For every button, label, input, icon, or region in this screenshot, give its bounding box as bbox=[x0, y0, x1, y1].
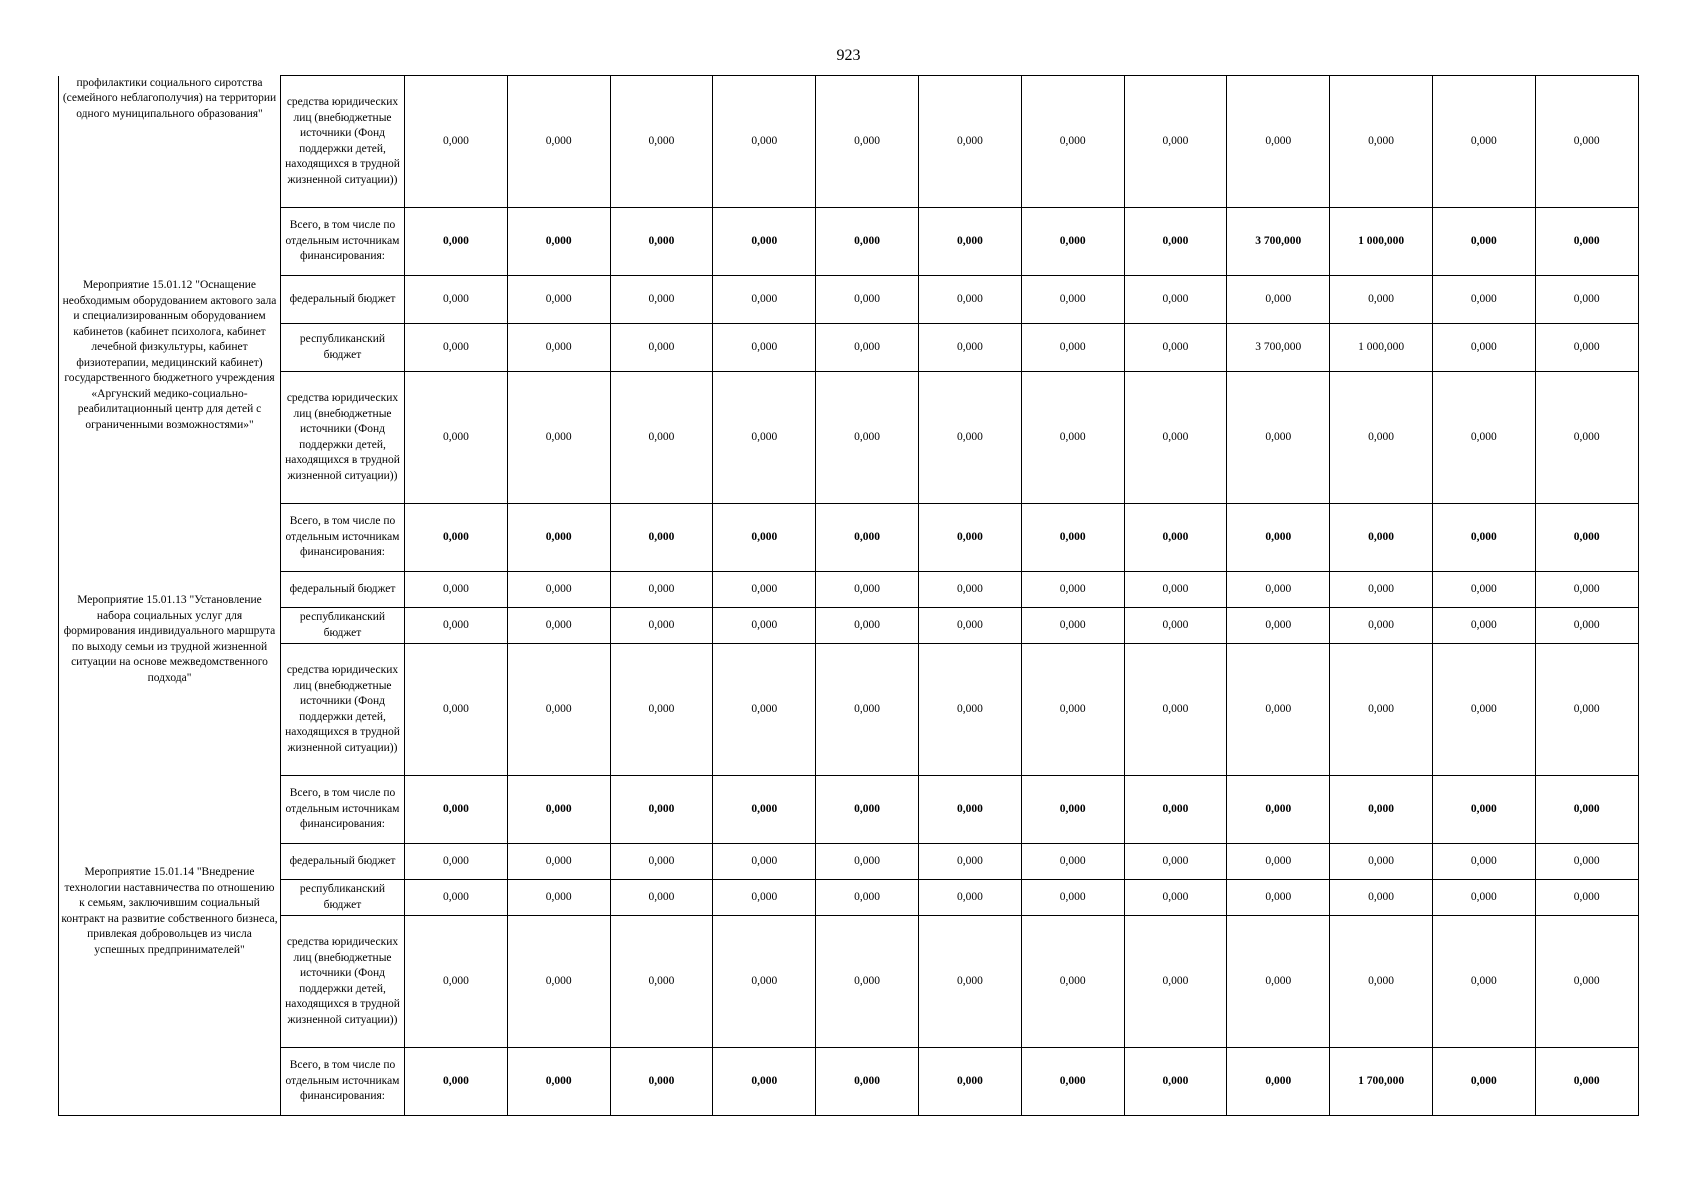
value-cell: 0,000 bbox=[713, 276, 816, 324]
value-cell: 0,000 bbox=[918, 76, 1021, 208]
value-cell: 0,000 bbox=[918, 572, 1021, 608]
value-cell: 0,000 bbox=[1227, 504, 1330, 572]
value-cell: 0,000 bbox=[610, 1048, 713, 1116]
value-cell: 0,000 bbox=[610, 324, 713, 372]
value-cell: 0,000 bbox=[610, 208, 713, 276]
value-cell: 0,000 bbox=[816, 1048, 919, 1116]
value-cell: 0,000 bbox=[507, 608, 610, 644]
value-cell: 0,000 bbox=[816, 208, 919, 276]
table-row bbox=[59, 608, 1639, 644]
value-cell: 0,000 bbox=[1330, 644, 1433, 776]
value-cell: 0,000 bbox=[918, 608, 1021, 644]
value-cell: 3 700,000 bbox=[1227, 208, 1330, 276]
value-cell: 0,000 bbox=[918, 844, 1021, 880]
value-cell: 0,000 bbox=[610, 572, 713, 608]
value-cell: 0,000 bbox=[1432, 504, 1535, 572]
table-row-total bbox=[59, 504, 1639, 572]
value-cell: 0,000 bbox=[713, 572, 816, 608]
value-cell: 0,000 bbox=[405, 776, 508, 844]
value-cell: 0,000 bbox=[816, 324, 919, 372]
event-name: Мероприятие 15.01.14 "Внедрение технологии наставничества по отношению к семьям, заключившим социальный контракт на развитие собственного бизнеса, привлекая добровольцев из числа успешных предпринимателей" bbox=[61, 866, 278, 956]
value-cell: 0,000 bbox=[1227, 916, 1330, 1048]
value-cell: 0,000 bbox=[918, 916, 1021, 1048]
value-cell: 0,000 bbox=[713, 372, 816, 504]
value-cell: 0,000 bbox=[713, 208, 816, 276]
value-cell: 0,000 bbox=[713, 504, 816, 572]
value-cell: 0,000 bbox=[610, 880, 713, 916]
value-cell: 0,000 bbox=[405, 276, 508, 324]
table-body bbox=[59, 76, 1639, 1116]
funding-source-cell: Всего, в том числе по отдельным источникам финансирования: bbox=[281, 776, 405, 844]
page-number: 923 bbox=[836, 47, 861, 64]
table-row bbox=[59, 916, 1639, 1048]
value-cell: 0,000 bbox=[1330, 776, 1433, 844]
value-cell: 0,000 bbox=[1124, 324, 1227, 372]
value-cell: 0,000 bbox=[1227, 608, 1330, 644]
value-cell: 0,000 bbox=[1330, 880, 1433, 916]
value-cell: 0,000 bbox=[816, 276, 919, 324]
value-cell: 0,000 bbox=[1535, 324, 1638, 372]
value-cell: 0,000 bbox=[405, 1048, 508, 1116]
value-cell: 0,000 bbox=[1124, 504, 1227, 572]
value-cell: 0,000 bbox=[713, 324, 816, 372]
value-cell: 0,000 bbox=[1021, 644, 1124, 776]
value-cell: 0,000 bbox=[1432, 776, 1535, 844]
value-cell: 0,000 bbox=[1535, 572, 1638, 608]
value-cell: 0,000 bbox=[1432, 76, 1535, 208]
value-cell: 0,000 bbox=[507, 208, 610, 276]
value-cell: 0,000 bbox=[610, 644, 713, 776]
value-cell: 0,000 bbox=[507, 844, 610, 880]
value-cell: 0,000 bbox=[610, 372, 713, 504]
value-cell: 0,000 bbox=[1021, 776, 1124, 844]
value-cell: 0,000 bbox=[1021, 1048, 1124, 1116]
value-cell: 0,000 bbox=[1330, 372, 1433, 504]
value-cell: 0,000 bbox=[1227, 844, 1330, 880]
value-cell: 0,000 bbox=[405, 844, 508, 880]
value-cell: 0,000 bbox=[918, 276, 1021, 324]
funding-source-cell: федеральный бюджет bbox=[281, 276, 405, 324]
value-cell: 0,000 bbox=[1124, 76, 1227, 208]
value-cell: 0,000 bbox=[1330, 916, 1433, 1048]
value-cell: 0,000 bbox=[816, 572, 919, 608]
value-cell: 0,000 bbox=[1021, 916, 1124, 1048]
value-cell: 0,000 bbox=[713, 1048, 816, 1116]
value-cell: 0,000 bbox=[1432, 1048, 1535, 1116]
value-cell: 0,000 bbox=[610, 76, 713, 208]
value-cell: 0,000 bbox=[1021, 372, 1124, 504]
funding-source-cell: республиканский бюджет bbox=[281, 608, 405, 644]
table-row-total bbox=[59, 208, 1639, 276]
value-cell: 0,000 bbox=[816, 76, 919, 208]
value-cell: 0,000 bbox=[405, 880, 508, 916]
value-cell: 0,000 bbox=[1124, 1048, 1227, 1116]
value-cell: 0,000 bbox=[610, 916, 713, 1048]
value-cell: 0,000 bbox=[1535, 504, 1638, 572]
table-row bbox=[59, 880, 1639, 916]
table-row-total bbox=[59, 776, 1639, 844]
value-cell: 0,000 bbox=[1535, 1048, 1638, 1116]
table-row bbox=[59, 372, 1639, 504]
funding-source-cell: средства юридических лиц (внебюджетные источники (Фонд поддержки детей, находящихся в трудной жизненной ситуации)) bbox=[281, 644, 405, 776]
value-cell: 0,000 bbox=[507, 572, 610, 608]
value-cell: 0,000 bbox=[1432, 372, 1535, 504]
value-cell: 0,000 bbox=[507, 1048, 610, 1116]
value-cell: 0,000 bbox=[610, 844, 713, 880]
value-cell: 0,000 bbox=[507, 276, 610, 324]
value-cell: 0,000 bbox=[507, 880, 610, 916]
value-cell: 0,000 bbox=[816, 372, 919, 504]
value-cell: 0,000 bbox=[816, 916, 919, 1048]
event-name-cell bbox=[59, 776, 281, 1048]
value-cell: 0,000 bbox=[1021, 572, 1124, 608]
value-cell: 0,000 bbox=[507, 372, 610, 504]
budget-table bbox=[58, 75, 1639, 1116]
value-cell: 0,000 bbox=[1535, 880, 1638, 916]
value-cell: 0,000 bbox=[610, 776, 713, 844]
value-cell: 0,000 bbox=[405, 644, 508, 776]
value-cell: 0,000 bbox=[918, 504, 1021, 572]
value-cell: 0,000 bbox=[1432, 208, 1535, 276]
value-cell: 0,000 bbox=[1535, 76, 1638, 208]
table-row-total bbox=[59, 1048, 1639, 1116]
value-cell: 0,000 bbox=[1021, 76, 1124, 208]
table-row bbox=[59, 572, 1639, 608]
value-cell: 0,000 bbox=[1124, 608, 1227, 644]
value-cell: 0,000 bbox=[1535, 644, 1638, 776]
value-cell: 0,000 bbox=[405, 324, 508, 372]
value-cell: 3 700,000 bbox=[1227, 324, 1330, 372]
value-cell: 0,000 bbox=[610, 276, 713, 324]
event-name-cell bbox=[59, 504, 281, 776]
value-cell: 0,000 bbox=[610, 608, 713, 644]
table-row bbox=[59, 324, 1639, 372]
table-row bbox=[59, 844, 1639, 880]
value-cell: 0,000 bbox=[507, 916, 610, 1048]
value-cell: 0,000 bbox=[405, 372, 508, 504]
value-cell: 0,000 bbox=[1227, 276, 1330, 324]
value-cell: 0,000 bbox=[1124, 916, 1227, 1048]
value-cell: 0,000 bbox=[918, 208, 1021, 276]
value-cell: 0,000 bbox=[1227, 572, 1330, 608]
value-cell: 1 700,000 bbox=[1330, 1048, 1433, 1116]
value-cell: 0,000 bbox=[1124, 644, 1227, 776]
funding-source-cell: Всего, в том числе по отдельным источникам финансирования: bbox=[281, 1048, 405, 1116]
value-cell: 0,000 bbox=[816, 644, 919, 776]
value-cell: 0,000 bbox=[405, 608, 508, 644]
value-cell: 1 000,000 bbox=[1330, 208, 1433, 276]
value-cell: 0,000 bbox=[918, 644, 1021, 776]
value-cell: 0,000 bbox=[918, 880, 1021, 916]
value-cell: 0,000 bbox=[713, 608, 816, 644]
table-row bbox=[59, 276, 1639, 324]
value-cell: 0,000 bbox=[1432, 844, 1535, 880]
value-cell: 0,000 bbox=[610, 504, 713, 572]
value-cell: 0,000 bbox=[405, 208, 508, 276]
value-cell: 0,000 bbox=[405, 76, 508, 208]
value-cell: 0,000 bbox=[507, 324, 610, 372]
value-cell: 0,000 bbox=[1021, 324, 1124, 372]
value-cell: 0,000 bbox=[1124, 208, 1227, 276]
value-cell: 0,000 bbox=[1330, 844, 1433, 880]
value-cell: 0,000 bbox=[1535, 208, 1638, 276]
value-cell: 0,000 bbox=[1330, 504, 1433, 572]
event-name: Мероприятие 15.01.13 "Установление набора социальных услуг для формирования индивидуального маршрута по выходу семьи из трудной жизненной ситуации на основе межведомственного подхода" bbox=[63, 594, 276, 684]
value-cell: 0,000 bbox=[1227, 880, 1330, 916]
value-cell: 0,000 bbox=[1227, 372, 1330, 504]
value-cell: 0,000 bbox=[1124, 776, 1227, 844]
value-cell: 0,000 bbox=[1227, 1048, 1330, 1116]
value-cell: 0,000 bbox=[1432, 880, 1535, 916]
value-cell: 0,000 bbox=[1124, 880, 1227, 916]
event-name-cell bbox=[59, 1048, 281, 1116]
value-cell: 0,000 bbox=[918, 776, 1021, 844]
value-cell: 0,000 bbox=[1432, 644, 1535, 776]
value-cell: 0,000 bbox=[1330, 572, 1433, 608]
value-cell: 0,000 bbox=[1021, 880, 1124, 916]
value-cell: 0,000 bbox=[507, 644, 610, 776]
value-cell: 1 000,000 bbox=[1330, 324, 1433, 372]
value-cell: 0,000 bbox=[1124, 276, 1227, 324]
value-cell: 0,000 bbox=[507, 504, 610, 572]
event-name: профилактики социального сиротства (семейного неблагополучия) на территории одного муниципального образования" bbox=[62, 76, 277, 120]
funding-source-cell: средства юридических лиц (внебюджетные источники (Фонд поддержки детей, находящихся в трудной жизненной ситуации)) bbox=[281, 916, 405, 1048]
value-cell: 0,000 bbox=[1021, 208, 1124, 276]
funding-source-cell: федеральный бюджет bbox=[281, 572, 405, 608]
value-cell: 0,000 bbox=[1021, 608, 1124, 644]
value-cell: 0,000 bbox=[713, 844, 816, 880]
table-row bbox=[59, 644, 1639, 776]
table-row bbox=[59, 76, 1639, 208]
value-cell: 0,000 bbox=[816, 504, 919, 572]
value-cell: 0,000 bbox=[1535, 276, 1638, 324]
value-cell: 0,000 bbox=[713, 644, 816, 776]
value-cell: 0,000 bbox=[713, 76, 816, 208]
value-cell: 0,000 bbox=[1124, 844, 1227, 880]
value-cell: 0,000 bbox=[1021, 504, 1124, 572]
value-cell: 0,000 bbox=[1535, 844, 1638, 880]
funding-source-cell: республиканский бюджет bbox=[281, 324, 405, 372]
value-cell: 0,000 bbox=[405, 504, 508, 572]
value-cell: 0,000 bbox=[816, 608, 919, 644]
funding-source-cell: средства юридических лиц (внебюджетные источники (Фонд поддержки детей, находящихся в трудной жизненной ситуации)) bbox=[281, 372, 405, 504]
value-cell: 0,000 bbox=[1432, 276, 1535, 324]
value-cell: 0,000 bbox=[1330, 608, 1433, 644]
value-cell: 0,000 bbox=[1227, 644, 1330, 776]
value-cell: 0,000 bbox=[816, 776, 919, 844]
event-name-cell bbox=[59, 208, 281, 504]
funding-source-cell: федеральный бюджет bbox=[281, 844, 405, 880]
value-cell: 0,000 bbox=[1535, 372, 1638, 504]
value-cell: 0,000 bbox=[405, 916, 508, 1048]
value-cell: 0,000 bbox=[918, 372, 1021, 504]
value-cell: 0,000 bbox=[1432, 324, 1535, 372]
value-cell: 0,000 bbox=[713, 776, 816, 844]
value-cell: 0,000 bbox=[1432, 916, 1535, 1048]
funding-source-cell: Всего, в том числе по отдельным источникам финансирования: bbox=[281, 208, 405, 276]
value-cell: 0,000 bbox=[1227, 776, 1330, 844]
value-cell: 0,000 bbox=[713, 916, 816, 1048]
value-cell: 0,000 bbox=[918, 1048, 1021, 1116]
value-cell: 0,000 bbox=[1021, 844, 1124, 880]
value-cell: 0,000 bbox=[507, 76, 610, 208]
value-cell: 0,000 bbox=[1021, 276, 1124, 324]
value-cell: 0,000 bbox=[816, 844, 919, 880]
value-cell: 0,000 bbox=[713, 880, 816, 916]
value-cell: 0,000 bbox=[1330, 276, 1433, 324]
value-cell: 0,000 bbox=[1432, 608, 1535, 644]
value-cell: 0,000 bbox=[1124, 372, 1227, 504]
value-cell: 0,000 bbox=[1432, 572, 1535, 608]
event-name-cell bbox=[59, 76, 281, 208]
funding-source-cell: средства юридических лиц (внебюджетные источники (Фонд поддержки детей, находящихся в трудной жизненной ситуации)) bbox=[281, 76, 405, 208]
event-name: Мероприятие 15.01.12 "Оснащение необходимым оборудованием актового зала и специализированным оборудованием кабинетов (кабинет психолога, кабинет лечебной физкультуры, кабинет физиотерапии, медицинский кабинет) государственного бюджетного учреждения «Аргунский медико-социально-реабилитационный центр для детей с ограниченными возможностями»" bbox=[62, 279, 277, 431]
value-cell: 0,000 bbox=[1535, 916, 1638, 1048]
value-cell: 0,000 bbox=[1535, 776, 1638, 844]
value-cell: 0,000 bbox=[1227, 76, 1330, 208]
funding-source-cell: республиканский бюджет bbox=[281, 880, 405, 916]
value-cell: 0,000 bbox=[1535, 608, 1638, 644]
value-cell: 0,000 bbox=[816, 880, 919, 916]
value-cell: 0,000 bbox=[405, 572, 508, 608]
value-cell: 0,000 bbox=[1330, 76, 1433, 208]
value-cell: 0,000 bbox=[1124, 572, 1227, 608]
value-cell: 0,000 bbox=[918, 324, 1021, 372]
value-cell: 0,000 bbox=[507, 776, 610, 844]
funding-source-cell: Всего, в том числе по отдельным источникам финансирования: bbox=[281, 504, 405, 572]
